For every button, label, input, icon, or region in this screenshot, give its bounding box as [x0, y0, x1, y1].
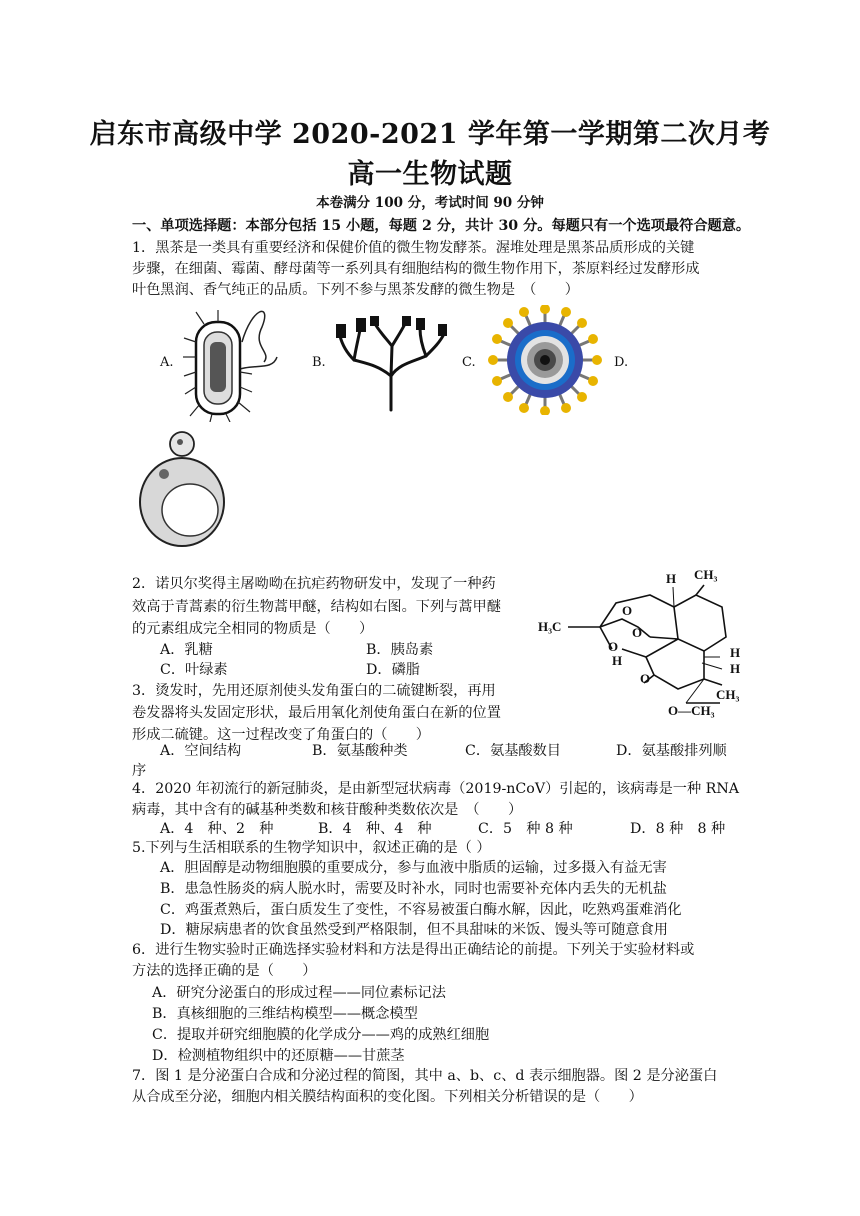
- exam-subtitle: 高一生物试题: [347, 159, 513, 190]
- label-ch3-right: CH₃: [716, 687, 740, 702]
- label-ch3-top: CH₃: [694, 567, 718, 582]
- q4-option-b: B．4 种、4 种: [318, 821, 432, 837]
- q3-option-d: D．氨基酸排列顺: [616, 743, 727, 759]
- q4-option-d: D．8 种 8 种: [630, 821, 726, 837]
- label-h-top: H: [666, 571, 677, 586]
- q5-option-d: D．糖尿病患者的饮食虽然受到严格限制，但不具甜味的米饭、馒头等可随意食用: [160, 922, 668, 938]
- q6-line-2: 方法的选择正确的是（ ）: [132, 963, 317, 979]
- q1-line-1: 1．黑茶是一类具有重要经济和保健价值的微生物发酵茶。渥堆处理是黑茶品质形成的关键: [132, 240, 695, 256]
- label-o-2: O: [632, 625, 643, 640]
- q4-line-2: 病毒，其中含有的碱基种类数和核苷酸种类数依次是 （ ）: [132, 802, 523, 818]
- q3-line-2: 卷发器将头发固定形状，最后用氧化剂使角蛋白在新的位置: [132, 705, 501, 721]
- q2-option-b: B．胰岛素: [366, 642, 434, 658]
- q3-option-b: B．氨基酸种类: [312, 743, 408, 759]
- q4-option-c: C．5 种 8 种: [478, 821, 573, 837]
- label-o-1: O: [622, 603, 633, 618]
- q2-line-2: 效高于青蒿素的衍生物蒿甲醚，结构如右图。下列与蒿甲醚: [132, 599, 501, 615]
- q5-option-a: A．胆固醇是动物细胞膜的重要成分，参与血液中脂质的运输，过多摄入有益无害: [160, 860, 667, 876]
- exam-info: 本卷满分 100 分，考试时间 90 分钟: [316, 195, 544, 211]
- q2-option-c: C．叶绿素: [160, 662, 228, 678]
- yeast-icon: [136, 430, 232, 548]
- q1-option-a-label: A.: [160, 355, 174, 370]
- q3-line-3: 形成二硫键。这一过程改变了角蛋白的（ ）: [132, 727, 430, 743]
- label-o-3: O: [608, 639, 619, 654]
- artemether-structure-diagram: [536, 565, 752, 721]
- label-h-right-1: H: [730, 645, 741, 660]
- q6-line-1: 6．进行生物实验时正确选择实验材料和方法是得出正确结论的前提。下列关于实验材料或: [132, 942, 695, 958]
- q1-line-3: 叶色黑润、香气纯正的品质。下列不参与黑茶发酵的微生物是 （ ）: [132, 282, 579, 298]
- label-o-4: O: [640, 671, 651, 686]
- q5-stem: 5.下列与生活相联系的生物学知识中，叙述正确的是（ ）: [132, 840, 491, 856]
- q3-option-c: C．氨基酸数目: [465, 743, 561, 759]
- q2-option-a: A．乳糖: [160, 642, 213, 658]
- q7-line-1: 7．图 1 是分泌蛋白合成和分泌过程的简图，其中 a、b、c、d 表示细胞器。图 2 是分泌蛋白: [132, 1068, 718, 1084]
- label-h-left: H: [612, 653, 623, 668]
- q6-option-c: C．提取并研究细胞膜的化学成分——鸡的成熟红细胞: [152, 1027, 490, 1043]
- exam-title: 启东市高级中学 2020-2021 学年第一学期第二次月考: [89, 119, 771, 150]
- section-heading: 一、单项选择题：本部分包括 15 小题，每题 2 分，共计 30 分。每题只有一个选项最符合题意。: [132, 218, 751, 234]
- q5-option-c: C．鸡蛋煮熟后，蛋白质发生了变性，不容易被蛋白酶水解，因此，吃熟鸡蛋难消化: [160, 902, 682, 918]
- q4-option-a: A．4 种、2 种: [160, 821, 274, 837]
- label-h-right-2: H: [730, 661, 741, 676]
- q5-option-b: B．患急性肠炎的病人脱水时，需要及时补水，同时也需要补充体内丢失的无机盐: [160, 881, 667, 897]
- q1-option-c-label: C.: [462, 355, 476, 370]
- q2-line-1: 2．诺贝尔奖得主屠呦呦在抗疟药物研发中，发现了一种药: [132, 576, 496, 592]
- q7-line-2: 从合成至分泌，细胞内相关膜结构面积的变化图。下列相关分析错误的是（ ）: [132, 1089, 643, 1105]
- mold-icon: [334, 316, 448, 412]
- q6-option-d: D．检测植物组织中的还原糖——甘蔗茎: [152, 1048, 405, 1064]
- virus-icon: [488, 305, 602, 415]
- label-och3: O—CH₃: [668, 703, 715, 718]
- q2-option-d: D．磷脂: [366, 662, 420, 678]
- q1-option-b-label: B.: [312, 355, 326, 370]
- q2-line-3: 的元素组成完全相同的物质是（ ）: [132, 621, 374, 637]
- q6-option-b: B．真核细胞的三维结构模型——概念模型: [152, 1006, 418, 1022]
- q3-option-d-wrap: 序: [132, 763, 147, 779]
- q4-line-1: 4．2020 年初流行的新冠肺炎，是由新型冠状病毒（2019-nCoV）引起的，该病毒是一种 RNA: [132, 781, 739, 797]
- bacterium-icon: [182, 302, 278, 422]
- q3-line-1: 3．烫发时，先用还原剂使头发角蛋白的二硫键断裂，再用: [132, 683, 496, 699]
- q6-option-a: A．研究分泌蛋白的形成过程——同位素标记法: [152, 985, 446, 1001]
- q3-option-a: A．空间结构: [160, 743, 242, 759]
- q1-line-2: 步骤，在细菌、霉菌、酵母菌等一系列具有细胞结构的微生物作用下，茶原料经过发酵形成: [132, 261, 700, 277]
- label-h3c-left: H₃C: [538, 619, 562, 634]
- q1-option-d-label: D.: [614, 355, 629, 370]
